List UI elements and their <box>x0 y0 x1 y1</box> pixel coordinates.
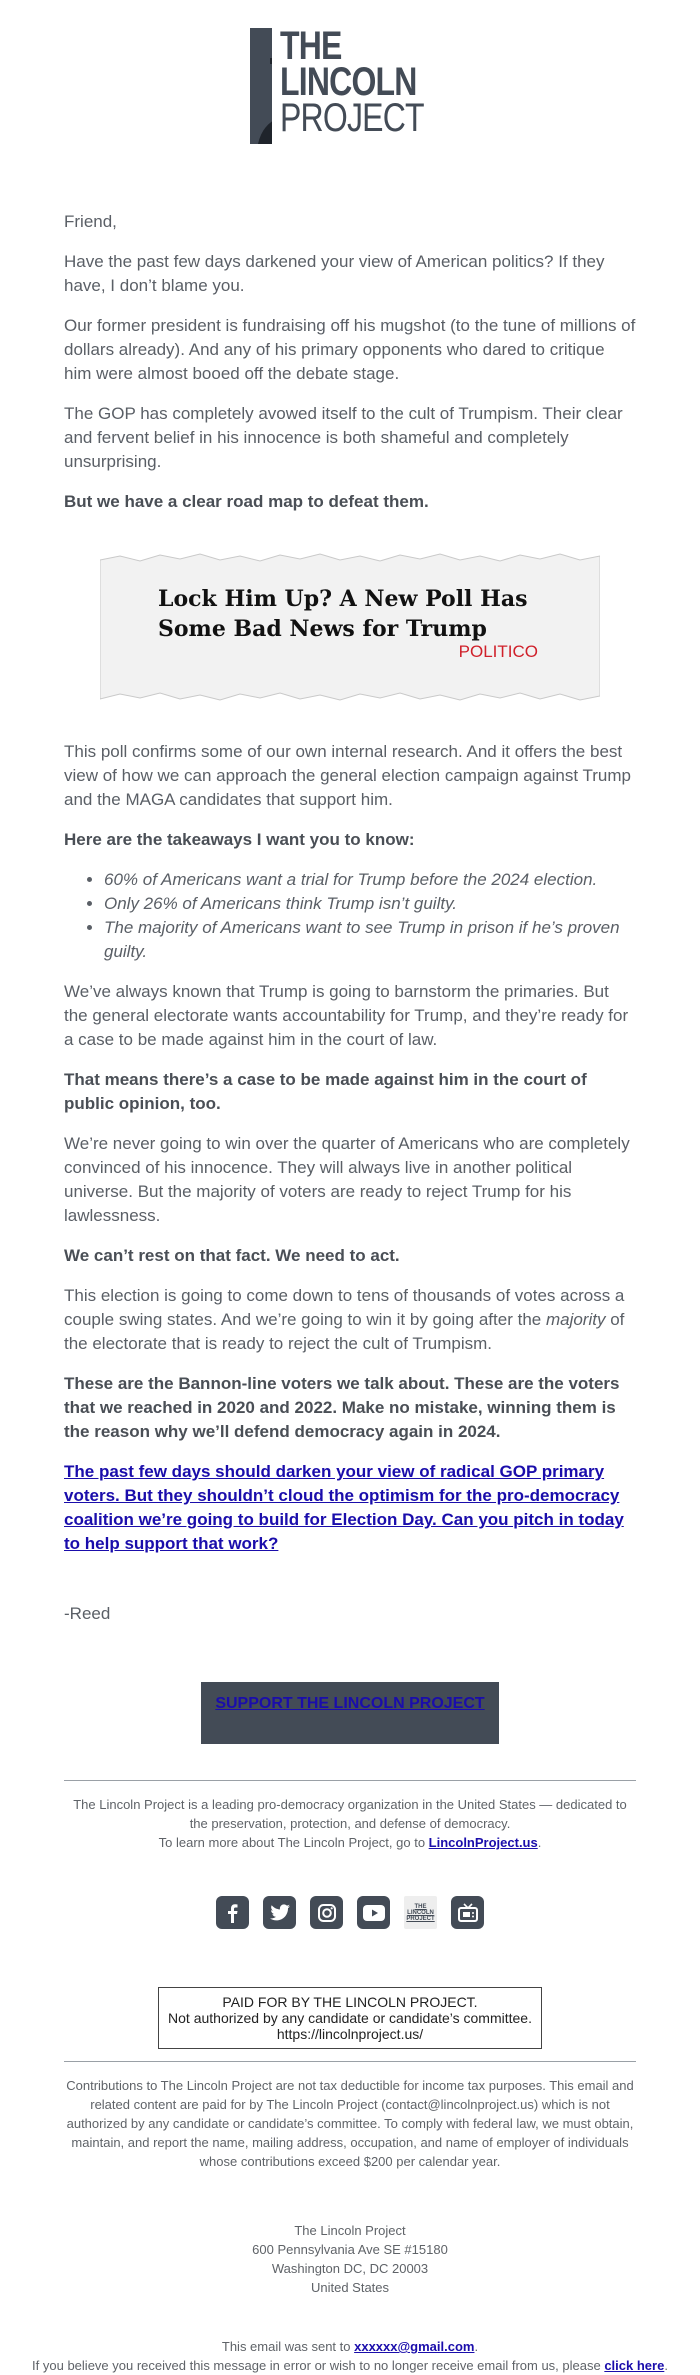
facebook-icon[interactable] <box>216 1896 249 1929</box>
about-section <box>64 1795 636 1852</box>
paragraph-9: We’re never going to win over the quarter of Americans who are completely convinced of his innocence. They will always live in another political universe. But the majority of voters are ready to reject Trump for his lawlessness. <box>64 1134 630 1225</box>
address-country: United States <box>310 2280 390 2295</box>
social-links <box>64 1896 636 1929</box>
instagram-icon[interactable] <box>310 1896 343 1929</box>
paragraph-11 <box>64 1284 636 1356</box>
lincoln-project-logo[interactable] <box>250 24 460 144</box>
greeting: Friend, <box>64 212 117 231</box>
paragraph-8: That means there’s a case to be made against him in the court of public opinion, too. <box>64 1070 587 1113</box>
unsubscribe-link[interactable]: click here <box>604 2358 665 2373</box>
paragraph-1: Have the past few days darkened your view of American politics? If they have, I don’t blame you. <box>64 252 605 295</box>
paid-line-3: https://lincolnproject.us/ <box>276 2026 424 2042</box>
learn-more-suffix: . <box>537 1835 542 1850</box>
address-street: 600 Pennsylvania Ave SE #15180 <box>252 2242 448 2257</box>
unsubscribe-line <box>18 2356 682 2375</box>
unsubscribe-prefix: If you believe you received this message in error or wish to no longer receive email from us, please <box>32 2358 605 2373</box>
sent-to-prefix: This email was sent to <box>221 2339 355 2354</box>
recipient-email-link[interactable]: xxxxxx@gmail.com <box>354 2339 475 2354</box>
paid-line-2: Not authorized by any candidate or candidate’s committee. <box>168 2010 532 2026</box>
paragraph-11-part-a: This election is going to come down to tens of thousands of votes across a couple swing states. And we’re going to win it by going after the <box>64 1286 625 1329</box>
logo-line-3: PROJECT <box>280 96 425 140</box>
takeaway-item: • Only 26% of Americans think Trump isn’t guilty. <box>104 892 636 916</box>
paragraph-6: Here are the takeaways I want you to know: <box>64 830 415 849</box>
lincoln-portrait-icon <box>250 28 272 144</box>
paragraph-3: The GOP has completely avowed itself to the cult of Trumpism. Their clear and fervent belief in his innocence is both shameful and completely unsurprising. <box>64 404 623 471</box>
letter-body <box>32 210 668 2375</box>
address-name: The Lincoln Project <box>294 2223 406 2238</box>
logo-line-1: THE <box>280 24 342 68</box>
support-button[interactable]: SUPPORT THE LINCOLN PROJECT <box>201 1682 499 1744</box>
learn-more-prefix: To learn more about The Lincoln Project, go to <box>158 1835 429 1850</box>
headline-source: POLITICO <box>458 642 538 661</box>
donate-paragraph <box>64 1460 636 1556</box>
paragraph-11-emphasis: majority <box>545 1310 606 1329</box>
unsubscribe-suffix: . <box>664 2358 668 2373</box>
logo-line-2: LINCOLN <box>280 60 417 104</box>
lincoln-logo-icon[interactable]: THE LINCOLN PROJECT <box>404 1896 437 1929</box>
sent-to-suffix: . <box>474 2339 479 2354</box>
paid-for-box <box>158 1987 542 2049</box>
paragraph-5: This poll confirms some of our own internal research. And it offers the best view of how we can approach the general election campaign against Trump and the MAGA candidates that support him. <box>64 742 632 809</box>
paragraph-4: But we have a clear road map to defeat them. <box>64 492 429 511</box>
about-text: The Lincoln Project is a leading pro-democracy organization in the United States — dedicated to the preservation, protection, and defense of democracy. <box>73 1797 627 1831</box>
takeaway-item: • 60% of Americans want a trial for Trump before the 2024 election. <box>104 868 636 892</box>
paragraph-11-part-b: of the electorate that is ready to reject the cult of Trumpism. <box>64 1310 625 1353</box>
paragraph-12: These are the Bannon-line voters we talk about. These are the voters that we reached in 2020 and 2022. Make no mistake, winning them is the reason why we’ll defend democracy again in 2024. <box>64 1374 620 1441</box>
podcast-icon[interactable] <box>451 1896 484 1929</box>
learn-more-line <box>64 1833 636 1852</box>
paragraph-10: We can’t rest on that fact. We need to act. <box>64 1246 400 1265</box>
donate-link[interactable]: The past few days should darken your view of radical GOP primary voters. But they shouldn’t cloud the optimism for the pro-democracy coalition we’re going to build for Election Day. Can you pitch in today to help support that work? <box>64 1462 624 1553</box>
headline-clipping <box>100 552 600 702</box>
headline-title: Lock Him Up? A New Poll Has Some Bad News for Trump <box>158 586 528 642</box>
signoff: -Reed <box>64 1604 111 1623</box>
disclaimer: Contributions to The Lincoln Project are not tax deductible for income tax purposes. This email and related content are paid for by The Lincoln Project (contact@lincolnproject.us) which is not authorized by any candidate or candidate’s committee. To comply with federal law, we must obtain, maintain, and report the name, mailing address, occupation, and name of employer of individuals whose contributions exceed $200 per calendar year. <box>66 2078 634 2169</box>
mailing-address <box>64 2221 636 2297</box>
paragraph-2: Our former president is fundraising off his mugshot (to the tune of millions of dollars already). And any of his primary opponents who dared to critique him were almost booed off the debate stage. <box>64 316 636 383</box>
twitter-icon[interactable] <box>263 1896 296 1929</box>
sent-to-line <box>64 2337 636 2356</box>
logo-wordmark <box>280 24 460 144</box>
takeaways-list <box>104 868 636 964</box>
paid-line-1: PAID FOR BY THE LINCOLN PROJECT. <box>222 1994 478 2010</box>
lincolnproject-link[interactable]: LincolnProject.us <box>428 1835 538 1850</box>
takeaway-item: • The majority of Americans want to see Trump in prison if he’s proven guilty. <box>104 916 636 964</box>
address-city: Washington DC, DC 20003 <box>271 2261 429 2276</box>
youtube-icon[interactable] <box>357 1896 390 1929</box>
paragraph-7: We’ve always known that Trump is going to barnstorm the primaries. But the general electorate wants accountability for Trump, and they’re ready for a case to be made against him in the court of law. <box>64 982 629 1049</box>
